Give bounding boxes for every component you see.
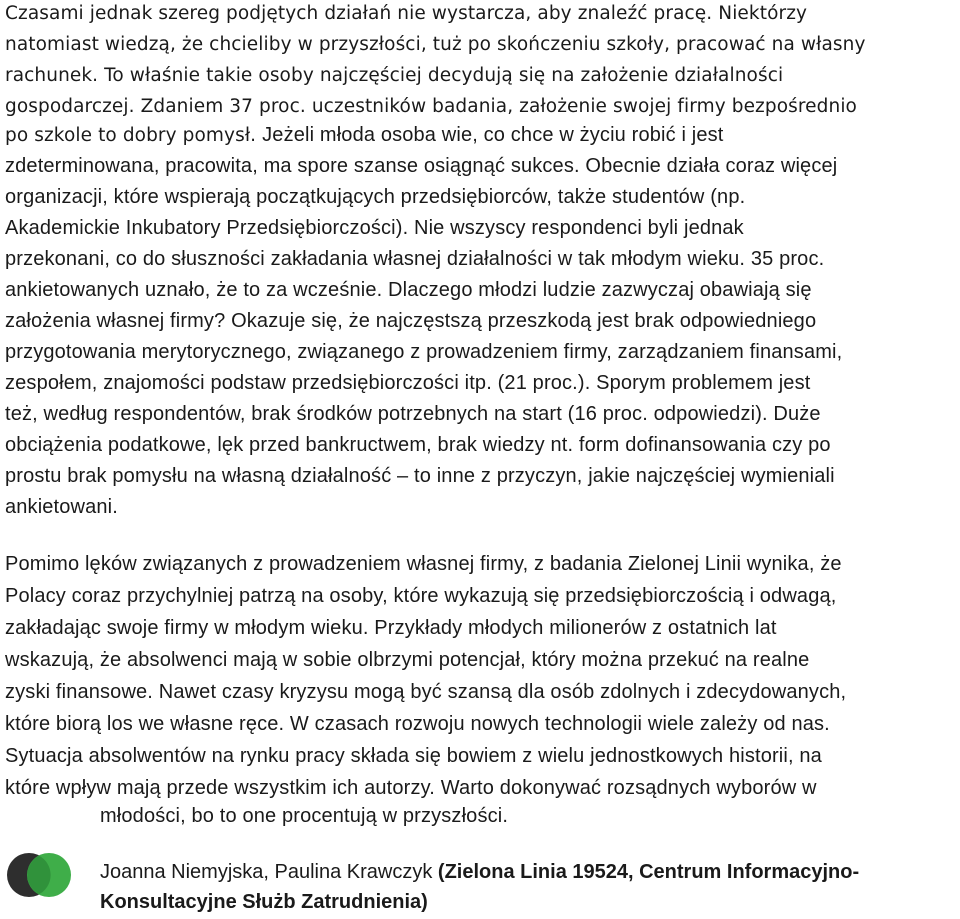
paragraph-1-line: Akademickie Inkubatory Przedsiębiorczości). Nie wszyscy respondenci byli jednak — [5, 217, 744, 239]
paragraph-1-line: natomiast wiedzą, że chcieliby w przyszłości, tuż po skończeniu szkoły, pracować na własny — [5, 34, 866, 55]
paragraph-1-line-part: Jeżeli młoda osoba wie, co chce w życiu robić i jest — [262, 124, 724, 146]
paragraph-1-line: założenia własnej firmy? Okazuje się, że najczęstszą przeszkodą jest brak odpowiedniego — [5, 310, 817, 332]
paragraph-1-line: przekonani, co do słuszności zakładania własnej działalności w tak młodym wieku. 35 proc. — [5, 248, 825, 270]
paragraph-1-line: też, według respondentów, brak środków potrzebnych na start (16 proc. odpowiedzi). Duże — [5, 403, 821, 425]
signature-line-1 — [100, 856, 859, 888]
paragraph-2-line: które wpływ mają przede wszystkim ich autorzy. Warto dokonywać rozsądnych wyborów w — [5, 777, 817, 799]
paragraph-2-line: które biorą los we własne ręce. W czasach rozwoju nowych technologii wiele zależy od nas. — [5, 713, 830, 735]
paragraph-1-line: Czasami jednak szereg podjętych działań nie wystarcza, aby znaleźć pracę. Niektórzy — [5, 3, 808, 24]
paragraph-2-line: Sytuacja absolwentów na rynku pracy składa się bowiem z wielu jednostkowych historii, na — [5, 745, 822, 767]
paragraph-2-line: zyski finansowe. Nawet czasy kryzysu mogą być szansą dla osób zdolnych i zdecydowanych, — [5, 681, 847, 703]
paragraph-1-line: prostu brak pomysłu na własną działalność – to inne z przyczyn, jakie najczęściej wymieniali — [5, 465, 835, 487]
paragraph-2-line: zakładając swoje firmy w młodym wieku. Przykłady młodych milionerów z ostatnich lat — [5, 617, 777, 639]
signature-authors: Joanna Niemyjska, Paulina Krawczyk — [100, 861, 438, 883]
signature-line-2: Konsultacyjne Służb Zatrudnienia) — [100, 891, 428, 913]
paragraph-1-line: ankietowanych uznało, że to za wcześnie. Dlaczego młodzi ludzie zazwyczaj obawiają się — [5, 279, 812, 301]
paragraph-1-line — [5, 119, 723, 151]
signature-source: (Zielona Linia 19524, Centrum Informacyjno- — [437, 861, 860, 883]
paragraph-1-line: ankietowani. — [5, 496, 118, 518]
paragraph-1-line: zespołem, znajomości podstaw przedsiębiorczości itp. (21 proc.). Sporym problemem jest — [5, 372, 811, 394]
paragraph-1-line: obciążenia podatkowe, lęk przed bankructwem, brak wiedzy nt. form dofinansowania czy po — [5, 434, 831, 456]
paragraph-2-line: wskazują, że absolwenci mają w sobie olbrzymi potencjał, który można przekuć na realne — [5, 649, 810, 671]
paragraph-1-line-part: po szkole to dobry pomysł. — [5, 125, 263, 146]
paragraph-2-line: Polacy coraz przychylniej patrzą na osoby, które wykazują się przedsiębiorczością i odwagą, — [5, 585, 837, 607]
paragraph-1-line: przygotowania merytorycznego, związanego z prowadzeniem firmy, zarządzaniem finansami, — [5, 341, 843, 363]
paragraph-1-line: rachunek. To właśnie takie osoby najczęściej decydują się na założenie działalności — [5, 65, 784, 86]
paragraph-1-line: organizacji, które wspierają początkujących przedsiębiorców, także studentów (np. — [5, 186, 746, 208]
paragraph-1-line: gospodarczej. Zdaniem 37 proc. uczestników badania, założenie swojej firmy bezpośrednio — [5, 96, 857, 117]
paragraph-1-line: zdeterminowana, pracowita, ma spore szanse osiągnąć sukces. Obecnie działa coraz więcej — [5, 155, 838, 177]
paragraph-2-line: Pomimo lęków związanych z prowadzeniem własnej firmy, z badania Zielonej Linii wynika, że — [5, 553, 842, 575]
zielona-linia-logo-icon — [5, 850, 73, 900]
paragraph-2-line: młodości, bo to one procentują w przyszłości. — [100, 805, 509, 827]
